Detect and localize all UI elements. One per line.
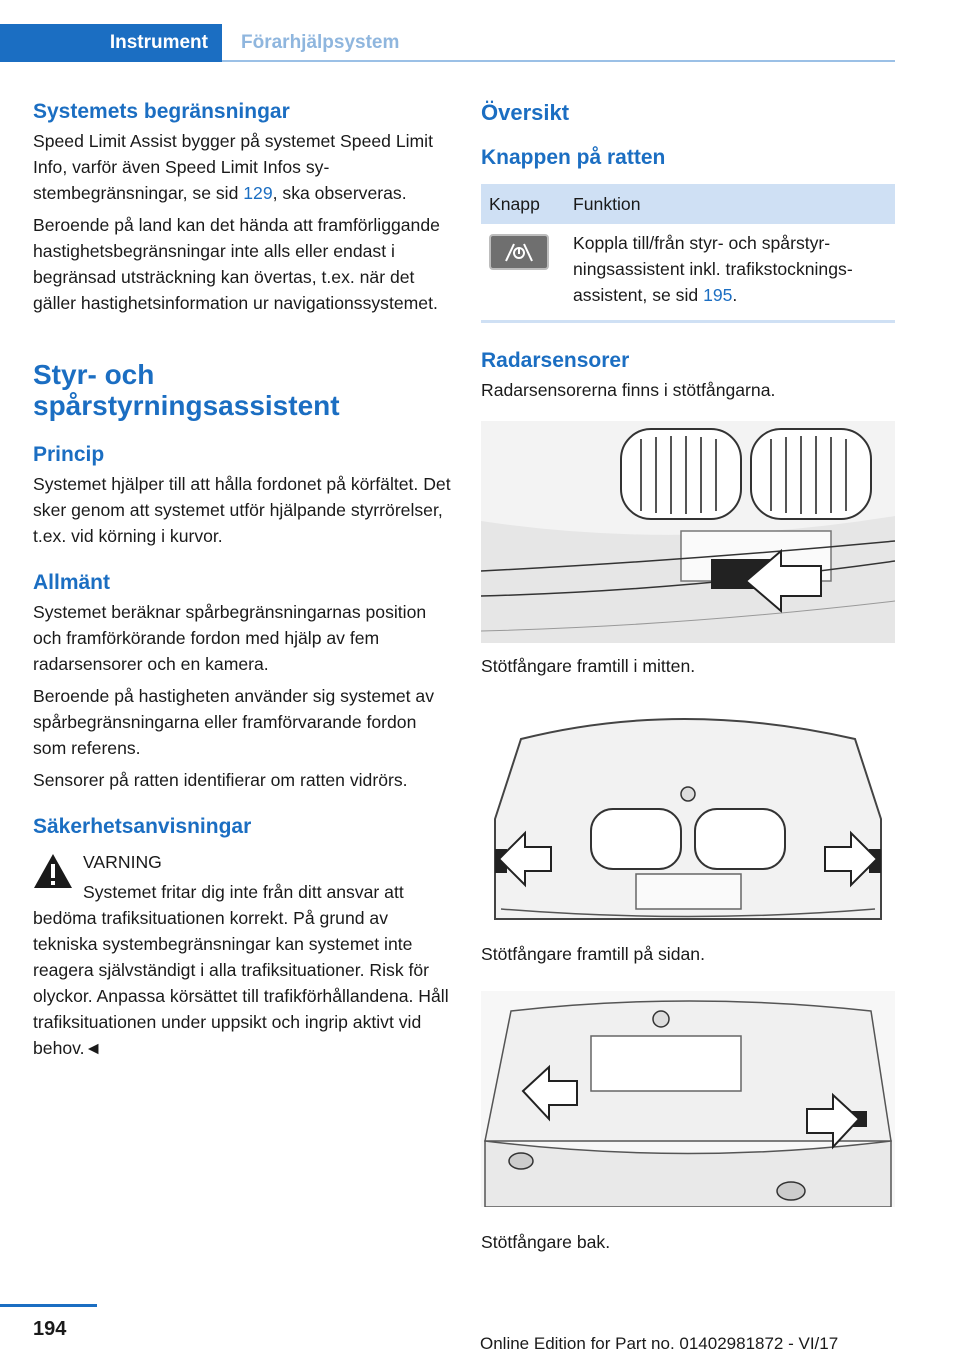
paragraph-radar: Radarsensorerna finns i stötfångarna. [481,380,776,400]
table-cell-function: Koppla till/från styr- och spårstyrningsassistent inkl. trafikstockningsassistent, se sid 195. [573,233,853,305]
paragraph-allmant-1: Systemet beräknar spårbegränsningarnas position och framförkörande fordon med hjälp av fem radarsensorer och en kamera. [33,602,427,674]
page-number: 194 [33,1318,67,1340]
header-divider [222,60,895,62]
header-tabs [0,24,895,62]
front-side-bumper-image [481,709,895,931]
heading-radarsensorer: Radarsensorer [481,349,630,372]
footer-rule [0,1304,97,1307]
paragraph-limits-1: Speed Limit Assist bygger på systemet Speed Limit Info, varför även Speed Limit Infos systembegränsningar, se sid 129, ska observeras. [33,131,433,203]
caption-front-center: Stötfångare framtill i mitten. [481,656,696,676]
section-title: Styr- och spårstyrningsassistent [33,359,340,421]
heading-oversikt: Översikt [481,100,570,125]
heading-sakerhetsanvisningar: Säkerhetsanvisningar [33,815,252,838]
caption-front-side: Stötfångare framtill på sidan. [481,944,705,964]
edition-text: Online Edition for Part no. 01402981872 - VI/17 [480,1334,839,1353]
button-table [481,184,895,314]
page-link-195[interactable]: 195 [703,285,733,305]
tab-forarhjalpsystem[interactable]: Förarhjälpsystem [241,32,400,53]
lane-assist-button-icon [489,234,549,270]
heading-princip: Princip [33,443,105,466]
left-column [33,100,451,1061]
page-link-129[interactable]: 129 [243,183,273,203]
paragraph-princip: Systemet hjälper till att hålla fordonet på körfältet. Det sker genom att systemet utför hjälpande styrrörelser, t.ex. vid körning i kurvor. [33,474,451,546]
warning-text: Systemet fritar dig inte från ditt ansvar att bedöma trafiksituationen korrekt. På grund av tekniska systembegränsningar kan systemet inte reagera självständigt i alla trafiksituationer. Risk för olyckor. Anpassa körsättet till trafikförhållandena. Håll trafiksituationen under uppsikt och ingrip aktivt vid behov.◄ [33,882,449,1058]
paragraph-limits-2: Beroende på land kan det hända att framförliggande hastighetsbegränsningar inte alls eller endast i begränsad utsträckning kan övertas, t.ex. när det gäller hastighetsinformation ur navigationssystemet. [33,215,440,313]
front-center-bumper-image [481,421,895,643]
warning-label: VARNING [83,852,162,872]
right-column [481,100,895,1255]
heading-allmant: Allmänt [33,571,111,594]
table-header-knapp: Knapp [481,184,565,224]
table-header-funktion: Funktion [565,184,895,224]
heading-systemets-begransningar: Systemets begränsningar [33,100,290,123]
paragraph-allmant-2: Beroende på hastigheten använder sig systemet av spårbegränsningarna eller framförvarande fordon som referens. [33,686,435,758]
caption-rear: Stötfångare bak. [481,1232,611,1252]
heading-knappen-pa-ratten: Knappen på ratten [481,146,666,169]
paragraph-allmant-3: Sensorer på ratten identifierar om ratten vidrörs. [33,770,408,790]
table-bottom-rule [481,320,895,323]
tab-instrument[interactable]: Instrument [0,24,222,62]
warning-block [33,849,451,875]
warning-triangle-icon [33,853,73,889]
rear-bumper-image [481,991,895,1207]
table-row [481,224,895,314]
